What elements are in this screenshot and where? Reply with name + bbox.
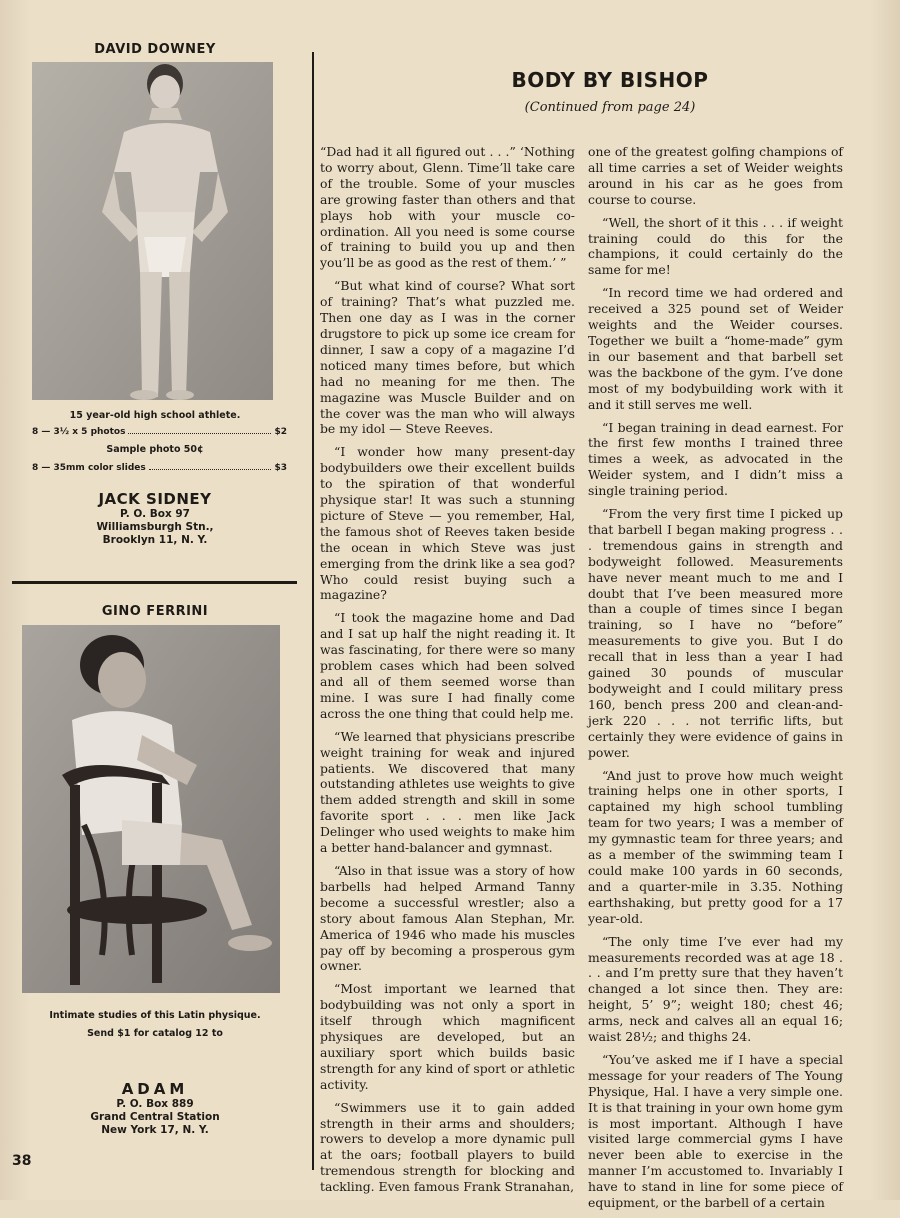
paragraph: “But what kind of course? What sort of training? That’s what puzzled me. Then one day as I was in the corner drugstore to pick up some ice cream for dinner, I saw a copy of a magazine I’d noticed many times before, but which had no meaning for me then. The magazine was Muscle Builder and on the cover was the man who will always be my idol — Steve Reeves. xyxy=(320,278,575,437)
ad1-address-block xyxy=(20,490,290,547)
paragraph: “And just to prove how much weight training helps one in other sports, I captained my high school tumbling team for two years; I was a member of my gymnastic team for three years; and as a member of the swimming team I could make 100 yards in 60 seconds, and a quarter-mile in 3.35. Nothing earthshaking, but pretty good for a 17 year-old. xyxy=(588,767,843,926)
ad2-address-line: Grand Central Station xyxy=(90,1111,220,1123)
ad1-address-line: P. O. Box 97 xyxy=(119,508,190,520)
paragraph: one of the greatest golfing champions of all time carries a set of Weider weights around in his car as he goes from course to course. xyxy=(588,144,843,207)
dot-leader xyxy=(128,433,271,434)
column-divider xyxy=(312,52,314,1170)
ad1-photo xyxy=(32,62,273,400)
ad1-caption: 15 year-old high school athlete. xyxy=(69,410,241,421)
paragraph: “Also in that issue was a story of how barbells had helped Armand Tanny become a successful wrestler; also a story about famous Alan Stephan, Mr. America of 1946 who made his muscles pay off by becoming a prosperous gym owner. xyxy=(320,862,575,974)
ad1-price-line xyxy=(32,427,287,437)
dot-leader xyxy=(149,469,272,470)
article-column-1 xyxy=(320,144,575,1202)
ad1-price-line xyxy=(32,463,287,473)
ad2-model-name: GINO FERRINI xyxy=(101,604,209,619)
ad1-model-name: DAVID DOWNEY xyxy=(94,42,216,57)
price-item: 8 — 35mm color slides xyxy=(32,463,146,473)
paragraph: “In record time we had ordered and received a 325 pound set of Weider weights and the Weider courses. Together we built a “home-made” gym in our basement and that barbell set was the backbone of the gym. I’ve done most of my bodybuilding work with it and it still serves me well. xyxy=(588,285,843,412)
section-divider xyxy=(12,581,297,584)
ad2-address-line: New York 17, N. Y. xyxy=(101,1124,209,1136)
article-column-2 xyxy=(588,144,843,1218)
ad2-address-line: P. O. Box 889 xyxy=(116,1098,194,1110)
paragraph: “Swimmers use it to gain added strength in their arms and shoulders; rowers to develop a more dynamic pull at the oars; football players to build tremendous strength for blocking and tackling. Even famous Frank Stranahan, xyxy=(320,1099,575,1195)
paragraph: “Most important we learned that bodybuilding was not only a sport in itself through which magnificent physiques are developed, but an auxiliary sport which builds basic strength for any kind of sport or athletic activity. xyxy=(320,981,575,1092)
paragraph: “The only time I’ve ever had my measurements recorded was at age 18 . . . and I’m pretty sure that they haven’t changed a lot since then. They are: height, 5’ 9”; weight 180; chest 46; arms, neck and calves all an equal 16; waist 28½; and thighs 24. xyxy=(588,933,843,1045)
paragraph: “You’ve asked me if I have a special message for your readers of The Young Physique, Hal. I have a very simple one. It is that training in your own home gym is most important. Although I have visited large commercial gyms I have never been able to exercise in the manner I’m accustomed to. Invariably I have to stand in line for some piece of equipment, or the barbell of a certain xyxy=(588,1051,843,1211)
continued-note: (Continued from page 24) xyxy=(524,100,696,115)
ad1-address-line: Williamsburgh Stn., xyxy=(96,521,214,533)
ad2-seller-name: ADAM xyxy=(121,1080,189,1098)
paragraph: “I took the magazine home and Dad and I sat up half the night reading it. It was fascinating, for there were so many problem cases which had been solved and all of them seemed worse than mine. I was sure I had finally come across the one thing that could help me. xyxy=(320,610,575,721)
paragraph: “Well, the short of it this . . . if weight training could do this for the champions, it could certainly do the same for me! xyxy=(588,214,843,278)
price-value: $2 xyxy=(274,427,287,437)
paragraph: “Dad had it all figured out . . .” ‘Nothing to worry about, Glenn. Time’ll take care of the trouble. Some of your muscles are growing faster than others and that plays hob with your muscle co-ordination. All you need is some course of training to build you up and then you’ll be as good as the rest of them.’ ” xyxy=(320,144,575,271)
paragraph: “I began training in dead earnest. For the first few months I trained three times a week, as advocated in the Weider system, and I didn’t miss a single training period. xyxy=(588,419,843,499)
ad2-caption: Intimate studies of this Latin physique. xyxy=(49,1010,261,1021)
price-value: $3 xyxy=(274,463,287,473)
ad2-photo xyxy=(22,625,280,993)
price-item: 8 — 3½ x 5 photos xyxy=(32,427,126,437)
paragraph: “I wonder how many present-day bodybuilders owe their excellent builds to the spiration of that wonderful physique star! It was such a stunning picture of Steve — you remember, Hal, the famous shot of Reeves taken beside the ocean in which Steve was just emerging from the drink like a sea god? Who could resist buying such a magazine? xyxy=(320,444,575,603)
ad1-address-line: Brooklyn 11, N. Y. xyxy=(102,534,208,546)
paragraph: “We learned that physicians prescribe weight training for weak and injured patients. We discovered that many outstanding athletes use weights to give them added strength and skill in some favorite sport . . . men like Jack Delinger who used weights to make him a better hand-balancer and gymnast. xyxy=(320,728,575,856)
article-title: BODY BY BISHOP xyxy=(511,68,709,92)
ad1-sample-photo-price: Sample photo 50¢ xyxy=(106,444,204,455)
paragraph: “From the very first time I picked up that barbell I began making progress . . . tremendous gains in strength and bodyweight followed. Measurements have never meant much to me and I doubt that I’ve been measured more than a couple of times since I began training, so I have no “before” measurements to give you. But I do recall that in less than a year I had gained 30 pounds of muscular bodyweight and I could military press 160, bench press 200 and clean-and-jerk 220 . . . not terrific lifts, but certainly they were evidence of gains in power. xyxy=(588,506,843,760)
ad2-caption: Send $1 for catalog 12 to xyxy=(87,1028,223,1039)
page-number: 38 xyxy=(12,1153,32,1169)
ad1-seller-name: JACK SIDNEY xyxy=(98,490,212,508)
ad2-address-block xyxy=(20,1080,290,1137)
